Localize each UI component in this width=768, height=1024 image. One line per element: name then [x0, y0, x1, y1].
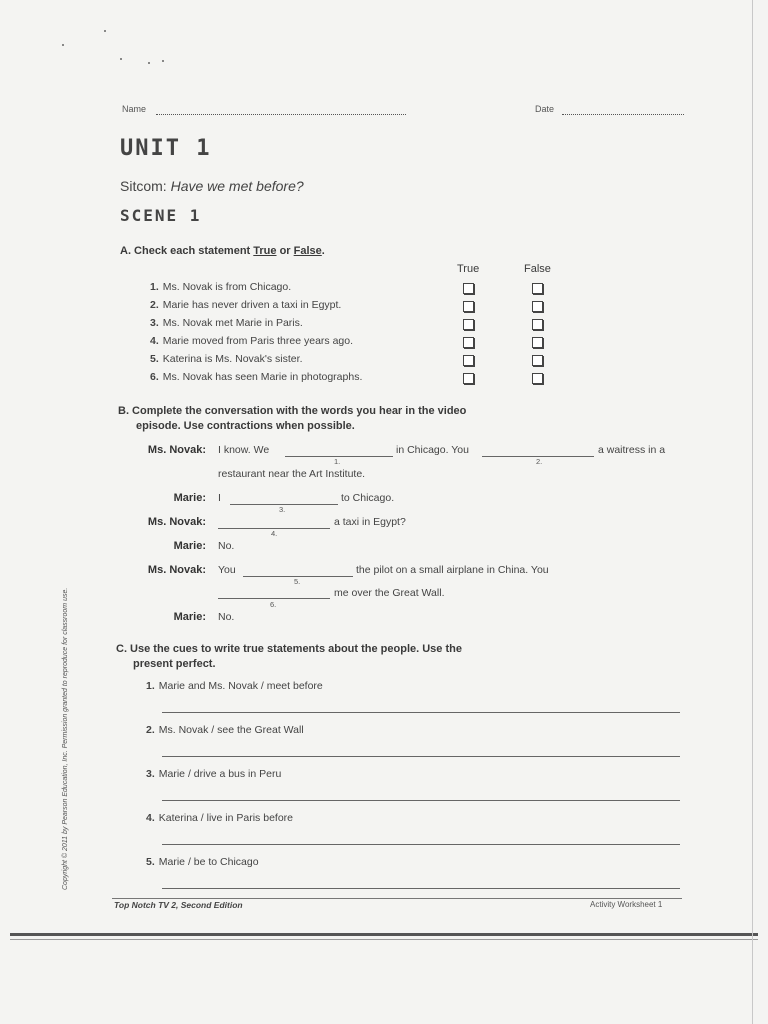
section-a-prefix: A. Check each statement [120, 245, 254, 257]
item-text: Ms. Novak met Marie in Paris. [162, 317, 303, 329]
list-item [150, 335, 353, 347]
conv-text: the pilot on a small airplane in China. You [356, 564, 549, 576]
item-text: Marie and Ms. Novak / meet before [158, 680, 323, 692]
blank-6[interactable] [218, 598, 330, 599]
unit-title: UNIT 1 [120, 136, 212, 161]
answer-line[interactable] [162, 844, 680, 845]
item-number: 3. [146, 768, 155, 780]
name-field[interactable] [156, 114, 406, 115]
list-item [150, 371, 362, 383]
blank-number: 1. [334, 457, 341, 466]
true-checkbox[interactable] [463, 355, 474, 366]
col-false-header: False [524, 263, 551, 275]
copyright-notice [62, 580, 76, 890]
period: . [321, 245, 325, 257]
scan-speck [148, 62, 150, 64]
item-number: 5. [150, 353, 159, 365]
conv-text: I know. We [218, 444, 270, 456]
scan-speck [104, 30, 106, 32]
conv-text: restaurant near the Art Institute. [218, 468, 366, 480]
section-c-instruction-2: present perfect. [133, 658, 216, 670]
item-number: 1. [150, 281, 159, 293]
name-label: Name [122, 104, 147, 114]
item-number: 5. [146, 856, 155, 868]
false-checkbox[interactable] [532, 301, 543, 312]
item-text: Katerina is Ms. Novak's sister. [162, 353, 303, 365]
answer-line[interactable] [162, 888, 680, 889]
blank-number: 3. [279, 505, 286, 514]
or-word: or [276, 245, 294, 257]
true-checkbox[interactable] [463, 337, 474, 348]
footer-rule [112, 898, 682, 899]
list-item [150, 299, 341, 311]
date-label: Date [535, 104, 555, 114]
true-word: True [253, 245, 277, 257]
scan-speck [162, 60, 164, 62]
item-text: Ms. Novak has seen Marie in photographs. [162, 371, 363, 383]
list-item [146, 724, 304, 736]
copyright-text: Copyright © 2011 by Pearson Education, Inc. Permission granted to reproduce for classroom use. [62, 587, 69, 890]
conv-text: to Chicago. [341, 492, 395, 504]
item-text: Marie moved from Paris three years ago. [162, 335, 354, 347]
date-field[interactable] [562, 114, 684, 115]
true-checkbox[interactable] [463, 301, 474, 312]
col-true-header: True [457, 263, 480, 275]
item-number: 1. [146, 680, 155, 692]
scene-title: SCENE 1 [120, 206, 202, 225]
scan-edge [10, 939, 758, 940]
item-number: 3. [150, 317, 159, 329]
conv-text: in Chicago. You [396, 444, 469, 456]
item-text: Katerina / live in Paris before [158, 812, 293, 824]
true-checkbox[interactable] [463, 373, 474, 384]
list-item [146, 856, 259, 868]
scan-speck [120, 58, 122, 60]
blank-number: 2. [536, 457, 543, 466]
scan-speck [62, 44, 64, 46]
conv-text: I [218, 492, 221, 504]
section-c-instruction-1: C. Use the cues to write true statements about the people. Use the [116, 643, 462, 655]
item-number: 6. [150, 371, 159, 383]
item-text: Ms. Novak / see the Great Wall [158, 724, 304, 736]
answer-line[interactable] [162, 800, 680, 801]
sitcom-title: Have we met before? [170, 178, 304, 194]
answer-line[interactable] [162, 756, 680, 757]
blank-number: 4. [271, 529, 278, 538]
speaker-label: Marie: [173, 540, 206, 552]
conv-text: me over the Great Wall. [334, 587, 445, 599]
item-number: 4. [150, 335, 159, 347]
item-text: Ms. Novak is from Chicago. [162, 281, 292, 293]
sitcom-heading [120, 178, 304, 194]
item-text: Marie / drive a bus in Peru [158, 768, 282, 780]
list-item [146, 680, 323, 692]
item-number: 2. [146, 724, 155, 736]
false-word: False [293, 245, 322, 257]
speaker-label: Marie: [173, 492, 206, 504]
conv-text: You [218, 564, 236, 576]
speaker-label: Ms. Novak: [147, 516, 206, 528]
list-item [150, 281, 291, 293]
section-b-instruction-2: episode. Use contractions when possible. [136, 420, 355, 432]
page-edge [752, 0, 753, 1024]
answer-line[interactable] [162, 712, 680, 713]
item-number: 2. [150, 299, 159, 311]
false-checkbox[interactable] [532, 283, 543, 294]
list-item [150, 317, 303, 329]
blank-number: 5. [294, 577, 301, 586]
footer-page-label: Activity Worksheet 1 [590, 900, 663, 909]
false-checkbox[interactable] [532, 355, 543, 366]
item-text: Marie / be to Chicago [158, 856, 259, 868]
sitcom-label: Sitcom: [120, 178, 167, 194]
list-item [146, 768, 281, 780]
conv-text: No. [218, 611, 235, 623]
item-text: Marie has never driven a taxi in Egypt. [162, 299, 342, 311]
true-checkbox[interactable] [463, 283, 474, 294]
false-checkbox[interactable] [532, 373, 543, 384]
speaker-label: Ms. Novak: [147, 564, 206, 576]
conv-text: a waitress in a [598, 444, 666, 456]
section-a-instruction [120, 245, 325, 257]
conv-text: a taxi in Egypt? [334, 516, 406, 528]
speaker-label: Ms. Novak: [147, 444, 206, 456]
false-checkbox[interactable] [532, 337, 543, 348]
list-item [150, 353, 302, 365]
false-checkbox[interactable] [532, 319, 543, 330]
section-b-instruction-1: B. Complete the conversation with the words you hear in the video [118, 405, 467, 417]
item-number: 4. [146, 812, 155, 824]
speaker-label: Marie: [173, 611, 206, 623]
scan-edge [10, 933, 758, 936]
conv-text: No. [218, 540, 235, 552]
true-checkbox[interactable] [463, 319, 474, 330]
blank-number: 6. [270, 600, 277, 609]
footer-book-title: Top Notch TV 2, Second Edition [114, 900, 243, 910]
list-item [146, 812, 293, 824]
